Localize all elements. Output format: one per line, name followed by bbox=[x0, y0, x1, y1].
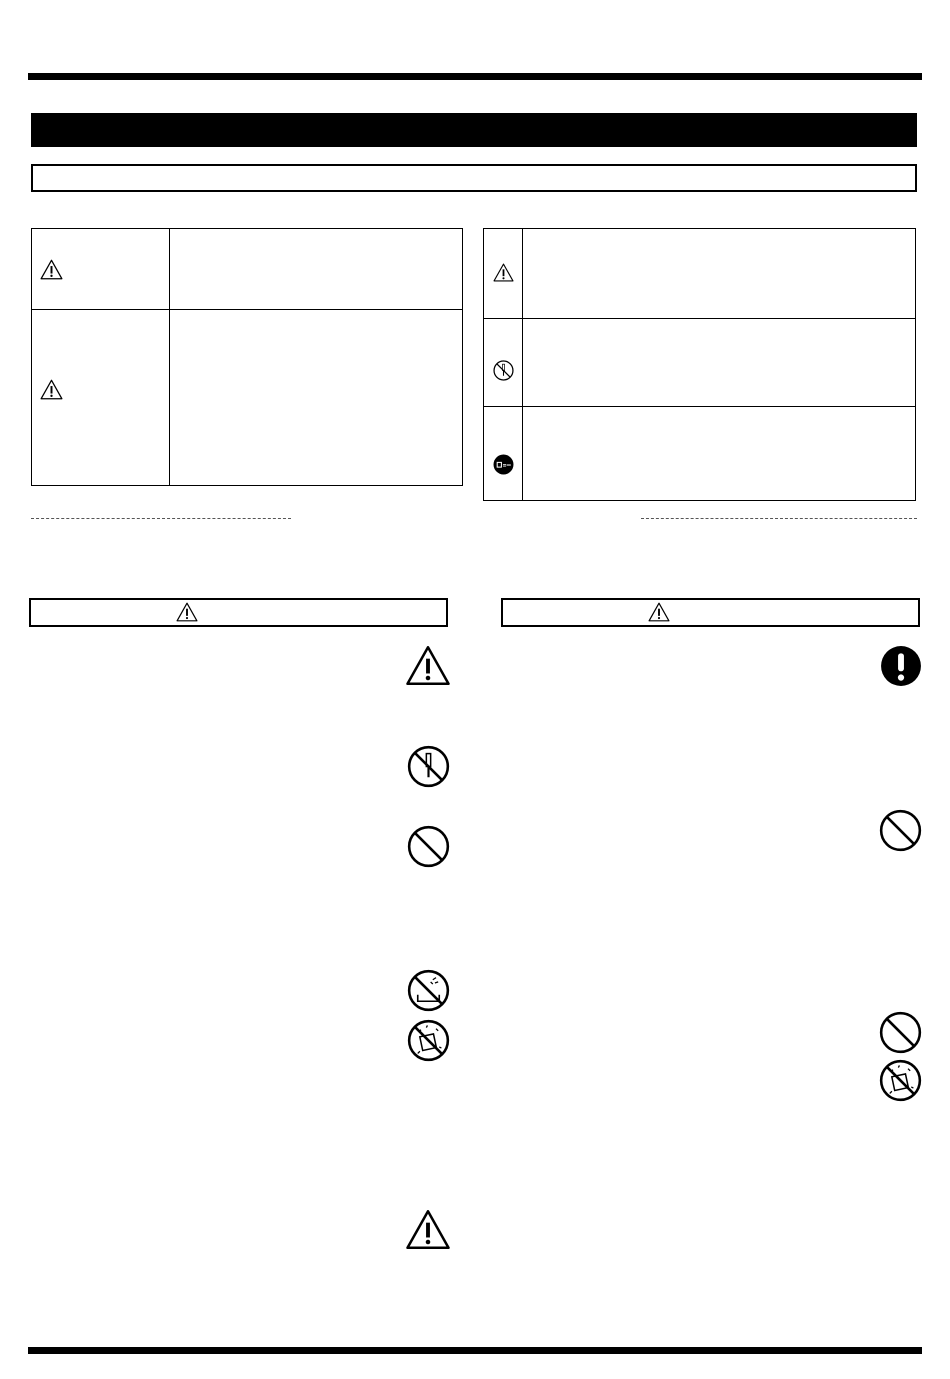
table-divider-horizontal bbox=[484, 406, 915, 407]
do-not-disassemble-icon bbox=[407, 745, 450, 788]
no-shock-icon bbox=[407, 1019, 450, 1062]
top-rule bbox=[28, 73, 922, 80]
section-header-left bbox=[29, 598, 448, 627]
dashed-separator-right bbox=[641, 518, 917, 519]
no-shock-icon bbox=[879, 1059, 922, 1102]
warning-triangle-icon bbox=[405, 645, 451, 686]
prohibited-icon bbox=[407, 825, 450, 868]
bottom-rule bbox=[28, 1347, 922, 1354]
warning-triangle-icon bbox=[176, 602, 198, 622]
warning-triangle-icon bbox=[40, 259, 63, 280]
definition-table-right bbox=[483, 228, 916, 501]
table-divider-vertical bbox=[169, 229, 170, 485]
unplug-icon bbox=[493, 454, 514, 475]
table-divider-vertical bbox=[522, 229, 523, 500]
mandatory-action-icon bbox=[880, 645, 922, 687]
prohibited-icon bbox=[879, 1011, 922, 1054]
warning-triangle-icon bbox=[648, 602, 670, 622]
page-title-bar bbox=[31, 113, 917, 147]
table-divider-horizontal bbox=[32, 309, 462, 310]
warning-triangle-icon bbox=[493, 263, 514, 282]
warning-triangle-icon bbox=[405, 1209, 451, 1250]
warning-triangle-icon bbox=[40, 379, 63, 400]
do-not-disassemble-icon bbox=[493, 360, 514, 381]
prohibited-icon bbox=[879, 809, 922, 852]
table-divider-horizontal bbox=[484, 318, 915, 319]
definition-table-left bbox=[31, 228, 463, 486]
dashed-separator-left bbox=[31, 518, 291, 519]
section-header-right bbox=[501, 598, 920, 627]
no-water-icon bbox=[407, 969, 450, 1012]
subtitle-box bbox=[31, 164, 917, 192]
